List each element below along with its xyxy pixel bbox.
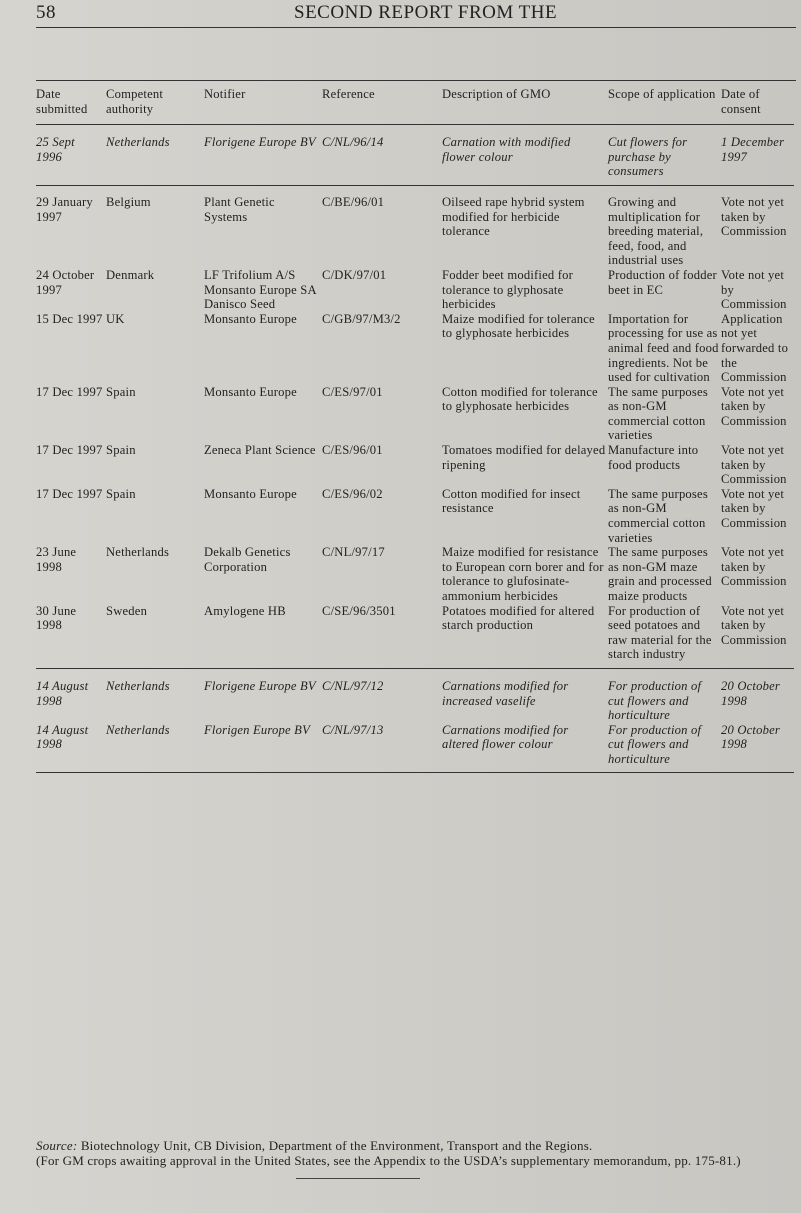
source-label: Source:: [36, 1138, 78, 1153]
cell-consent: Vote not yet taken by Commission: [721, 603, 787, 647]
column-header-date-of-consent: Date of consent: [721, 87, 761, 116]
table-row: [36, 268, 796, 312]
cell-reference: C/NL/96/14: [322, 135, 384, 150]
cell-scope: The same purposes as non-GM maze grain and processed maize products: [608, 545, 712, 603]
cell-scope: Growing and multiplication for breeding material, feed, food, and industrial uses: [608, 194, 704, 268]
cell-description: Oilseed rape hybrid system modified for herbicide tolerance: [442, 194, 585, 239]
cell-description: Cotton modified for tolerance to glyphosate herbicides: [442, 384, 598, 414]
cell-scope: Manufacture into food products: [608, 443, 699, 472]
cell-scope: For production of cut flowers and horticulture: [608, 722, 702, 766]
end-rule: [296, 1178, 420, 1179]
cell-date: 24 October 1997: [36, 267, 95, 297]
cell-scope: Production of fodder beet in EC: [608, 267, 717, 297]
table-row: [36, 679, 796, 723]
table-header-row: [36, 87, 796, 124]
column-header-date-submitted: Date submitted: [36, 87, 88, 116]
cell-scope: For production of cut flowers and horticulture: [608, 678, 702, 723]
cell-notifier: Amylogene HB: [204, 603, 286, 618]
cell-description: Maize modified for resistance to European corn borer and for tolerance to glufosinate-ammonium herbicides: [442, 545, 604, 603]
cell-scope: The same purposes as non-GM commercial cotton varieties: [608, 486, 708, 545]
cell-notifier: Monsanto Europe: [204, 384, 297, 399]
cell-reference: C/GB/97/M3/2: [322, 311, 401, 326]
page-number: 58: [36, 2, 56, 23]
cell-date: 15 Dec 1997: [36, 311, 103, 326]
source-note: [36, 1138, 796, 1168]
cell-reference: C/NL/97/12: [322, 678, 384, 693]
cell-notifier: Florigen Europe BV: [204, 722, 310, 737]
cell-description: Carnations modified for altered flower colour: [442, 722, 569, 752]
page-header: [36, 2, 781, 24]
cell-description: Potatoes modified for altered starch production: [442, 603, 595, 633]
cell-description: Cotton modified for insect resistance: [442, 486, 581, 516]
cell-date: 17 Dec 1997: [36, 443, 103, 458]
table-row: [36, 135, 796, 179]
cell-notifier: Monsanto Europe: [204, 311, 297, 326]
cell-notifier: Florigene Europe BV: [204, 678, 316, 693]
cell-authority: UK: [106, 311, 125, 326]
cell-description: Tomatoes modified for delayed ripening: [442, 443, 606, 472]
cell-reference: C/BE/96/01: [322, 194, 385, 209]
table-row: [36, 604, 796, 662]
cell-consent: Vote not yet by Commission: [721, 267, 787, 312]
cell-notifier: Monsanto Europe: [204, 486, 297, 501]
cell-authority: Denmark: [106, 267, 155, 282]
cell-consent: 20 October 1998: [721, 678, 781, 708]
table-rule: [36, 124, 796, 135]
table-row: [36, 312, 796, 385]
header-rule: [36, 27, 796, 28]
cell-reference: C/NL/97/17: [322, 545, 385, 560]
cell-authority: Netherlands: [106, 135, 170, 150]
table-row: [36, 443, 796, 487]
cell-consent: Vote not yet taken by Commission: [721, 545, 787, 589]
cell-reference: C/ES/96/01: [322, 443, 383, 458]
cell-date: 25 Sept 1996: [36, 135, 75, 164]
gmo-applications-table: [36, 87, 796, 773]
cell-notifier: Plant Genetic Systems: [204, 194, 275, 224]
column-header-notifier: Notifier: [204, 87, 246, 101]
table-row: [36, 487, 796, 545]
table-rule: [36, 662, 796, 679]
cell-date: 14 August 1998: [36, 722, 89, 752]
cell-consent: Vote not yet taken by Commission: [721, 384, 787, 428]
cell-notifier: Zeneca Plant Science: [204, 443, 316, 458]
cell-date: 14 August 1998: [36, 678, 89, 708]
appendix-note: (For GM crops awaiting approval in the United States, see the Appendix to the USDA’s supplementary memorandum, pp. 175-81.): [36, 1153, 741, 1168]
cell-description: Carnations modified for increased vaselife: [442, 678, 569, 708]
source-text: Biotechnology Unit, CB Division, Department of the Environment, Transport and the Regions.: [80, 1138, 593, 1153]
cell-description: Maize modified for tolerance to glyphosate herbicides: [442, 311, 595, 341]
cell-consent: Vote not yet taken by Commission: [721, 443, 787, 487]
cell-scope: Cut flowers for purchase by consumers: [608, 135, 688, 179]
table-rule: [36, 179, 796, 195]
cell-consent: 20 October 1998: [721, 722, 781, 752]
cell-authority: Spain: [106, 443, 136, 458]
column-header-reference: Reference: [322, 87, 375, 101]
cell-notifier: LF Trifolium A/S Monsanto Europe SA Danisco Seed: [204, 267, 317, 312]
table-top-rule: [36, 80, 796, 81]
cell-notifier: Dekalb Genetics Corporation: [204, 545, 291, 574]
cell-authority: Netherlands: [106, 722, 170, 737]
cell-reference: C/NL/97/13: [322, 722, 384, 737]
table-row: [36, 723, 796, 767]
source-line: [36, 1138, 796, 1153]
cell-authority: Belgium: [106, 194, 151, 209]
cell-consent: 1 December 1997: [721, 135, 785, 164]
cell-description: Carnation with modified flower colour: [442, 135, 571, 164]
cell-consent: Vote not yet taken by Commission: [721, 486, 787, 531]
cell-authority: Netherlands: [106, 678, 170, 693]
cell-description: Fodder beet modified for tolerance to glyphosate herbicides: [442, 267, 574, 312]
running-head: SECOND REPORT FROM THE: [294, 2, 558, 23]
cell-reference: C/SE/96/3501: [322, 603, 396, 618]
cell-scope: Importation for processing for use as animal feed and food ingredients. Not be used for cultivation: [608, 311, 719, 385]
cell-date: 17 Dec 1997: [36, 384, 103, 399]
column-header-scope: Scope of application: [608, 87, 716, 101]
table-rule: [36, 767, 796, 773]
cell-scope: The same purposes as non-GM commercial cotton varieties: [608, 384, 708, 443]
cell-authority: Spain: [106, 384, 136, 399]
cell-date: 30 June 1998: [36, 603, 77, 633]
cell-reference: C/ES/96/02: [322, 486, 383, 501]
cell-date: 29 January 1997: [36, 194, 93, 224]
cell-consent: Vote not yet taken by Commission: [721, 194, 787, 239]
cell-scope: For production of seed potatoes and raw material for the starch industry: [608, 603, 712, 662]
column-header-competent-authority: Competent authority: [106, 87, 164, 116]
table-row: [36, 545, 796, 603]
cell-reference: C/DK/97/01: [322, 267, 387, 282]
cell-authority: Spain: [106, 486, 136, 501]
cell-authority: Sweden: [106, 603, 148, 618]
table-row: [36, 195, 796, 268]
column-header-description: Description of GMO: [442, 87, 551, 101]
table-row: [36, 385, 796, 443]
cell-authority: Netherlands: [106, 545, 170, 560]
cell-reference: C/ES/97/01: [322, 384, 383, 399]
cell-consent: Application not yet forwarded to the Commission: [721, 311, 789, 385]
cell-notifier: Florigene Europe BV: [204, 135, 316, 150]
cell-date: 23 June 1998: [36, 545, 77, 574]
cell-date: 17 Dec 1997: [36, 486, 103, 501]
